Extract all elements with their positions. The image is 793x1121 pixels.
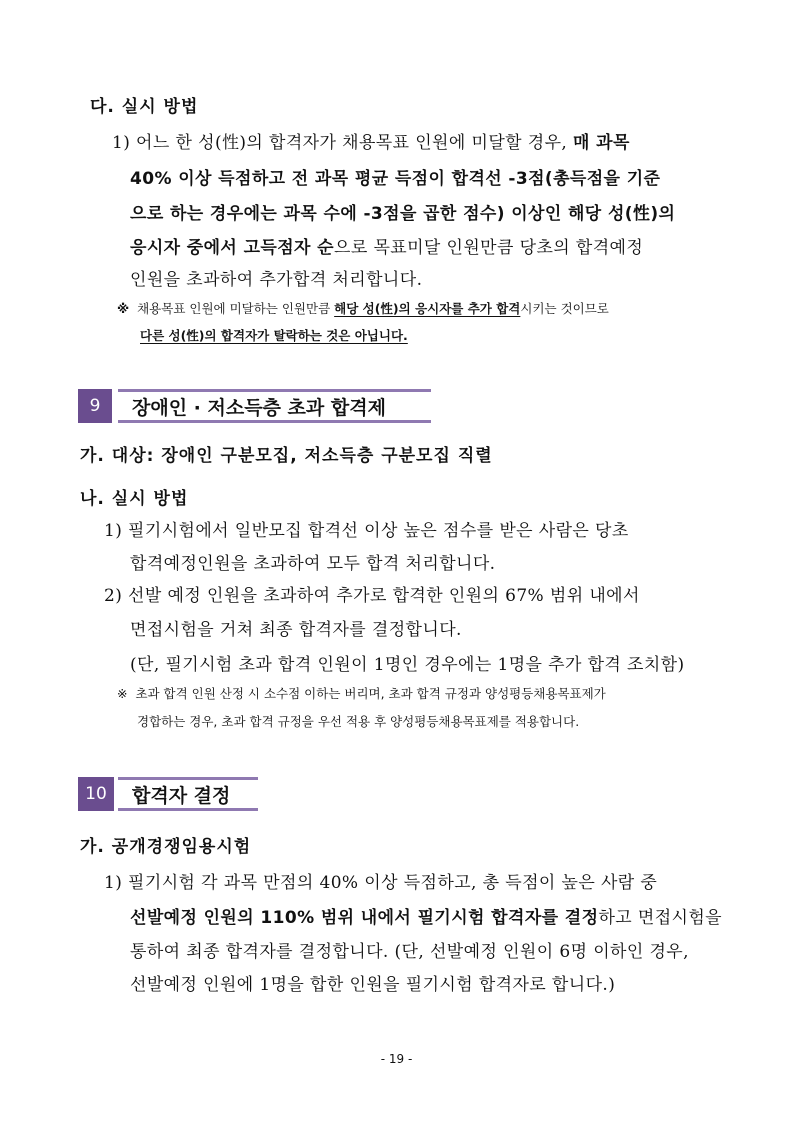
- section-number-badge: 9: [78, 389, 112, 423]
- paragraph-line: [130, 233, 643, 258]
- note-line: [117, 299, 609, 317]
- note-line: 경합하는 경우, 초과 합격 규정을 우선 적용 후 양성평등채용목표제를 적용합니다.: [137, 714, 580, 729]
- subheading-implementation: 다. 실시 방법: [90, 97, 199, 117]
- paragraph-line: 40% 이상 득점하고 전 과목 평균 득점이 합격선 -3점(총득점을 기준: [130, 169, 661, 189]
- paragraph-line: (단, 필기시험 초과 합격 인원이 1명인 경우에는 1명을 추가 합격 조치함): [130, 655, 685, 675]
- bold-text: 매 과목: [573, 133, 630, 153]
- text-span: 시키는 것이므로: [520, 301, 609, 316]
- section-title: 합격자 결정: [118, 777, 258, 811]
- emphasis-text: 해당 성(性)의 응시자를 추가 합격: [334, 301, 521, 316]
- paragraph-line: 통하여 최종 합격자를 결정합니다. (단, 선발예정 인원이 6명 이하인 경우,: [130, 942, 689, 962]
- note-line: 다른 성(性)의 합격자가 탈락하는 것은 아닙니다.: [140, 328, 408, 343]
- subheading-implementation: 나. 실시 방법: [80, 489, 189, 509]
- section-title: 장애인 · 저소득층 초과 합격제: [118, 389, 431, 423]
- text-span: 채용목표 인원에 미달하는 인원만큼: [137, 301, 335, 316]
- paragraph-line: 선발예정 인원에 1명을 합한 인원을 필기시험 합격자로 합니다.): [130, 975, 616, 995]
- paragraph-line: 합격예정인원을 초과하여 모두 합격 처리합니다.: [130, 554, 496, 574]
- paragraph-line: 으로 하는 경우에는 과목 수에 -3점을 곱한 점수) 이상인 해당 성(性)의: [130, 204, 676, 224]
- note-line: [117, 684, 606, 702]
- paragraph-line: 2) 선발 예정 인원을 초과하여 추가로 합격한 인원의 67% 범위 내에서: [104, 586, 640, 606]
- section-number-badge: 10: [78, 777, 114, 811]
- text-span: 1) 어느 한 성(性)의 합격자가 채용목표 인원에 미달할 경우,: [112, 133, 574, 153]
- page-number: - 19 -: [380, 1052, 413, 1066]
- note-mark: ※: [117, 301, 130, 316]
- paragraph-line: [112, 128, 718, 153]
- paragraph-line: 1) 필기시험에서 일반모집 합격선 이상 높은 점수를 받은 사람은 당초: [104, 521, 629, 541]
- bold-text: 응시자 중에서 고득점자 순: [130, 238, 334, 258]
- bold-text: 선발예정 인원의 110% 범위 내에서 필기시험 합격자를 결정: [130, 908, 599, 928]
- subheading-target: 가. 대상: 장애인 구분모집, 저소득층 구분모집 직렬: [80, 446, 493, 466]
- paragraph-line: 면접시험을 거쳐 최종 합격자를 결정합니다.: [130, 620, 462, 640]
- subheading-open-competition: 가. 공개경쟁임용시험: [80, 837, 252, 857]
- paragraph-line: 1) 필기시험 각 과목 만점의 40% 이상 득점하고, 총 득점이 높은 사람 중: [104, 873, 658, 893]
- text-span: 하고 면접시험을: [598, 908, 722, 928]
- text-span: 으로 목표미달 인원만큼 당초의 합격예정: [334, 238, 644, 258]
- note-mark: ※: [117, 686, 128, 701]
- paragraph-line: [130, 903, 722, 928]
- text-span: 초과 합격 인원 산정 시 소수점 이하는 버리며, 초과 합격 규정과 양성평등채용목표제가: [135, 686, 606, 701]
- paragraph-line: 인원을 초과하여 추가합격 처리합니다.: [130, 270, 423, 290]
